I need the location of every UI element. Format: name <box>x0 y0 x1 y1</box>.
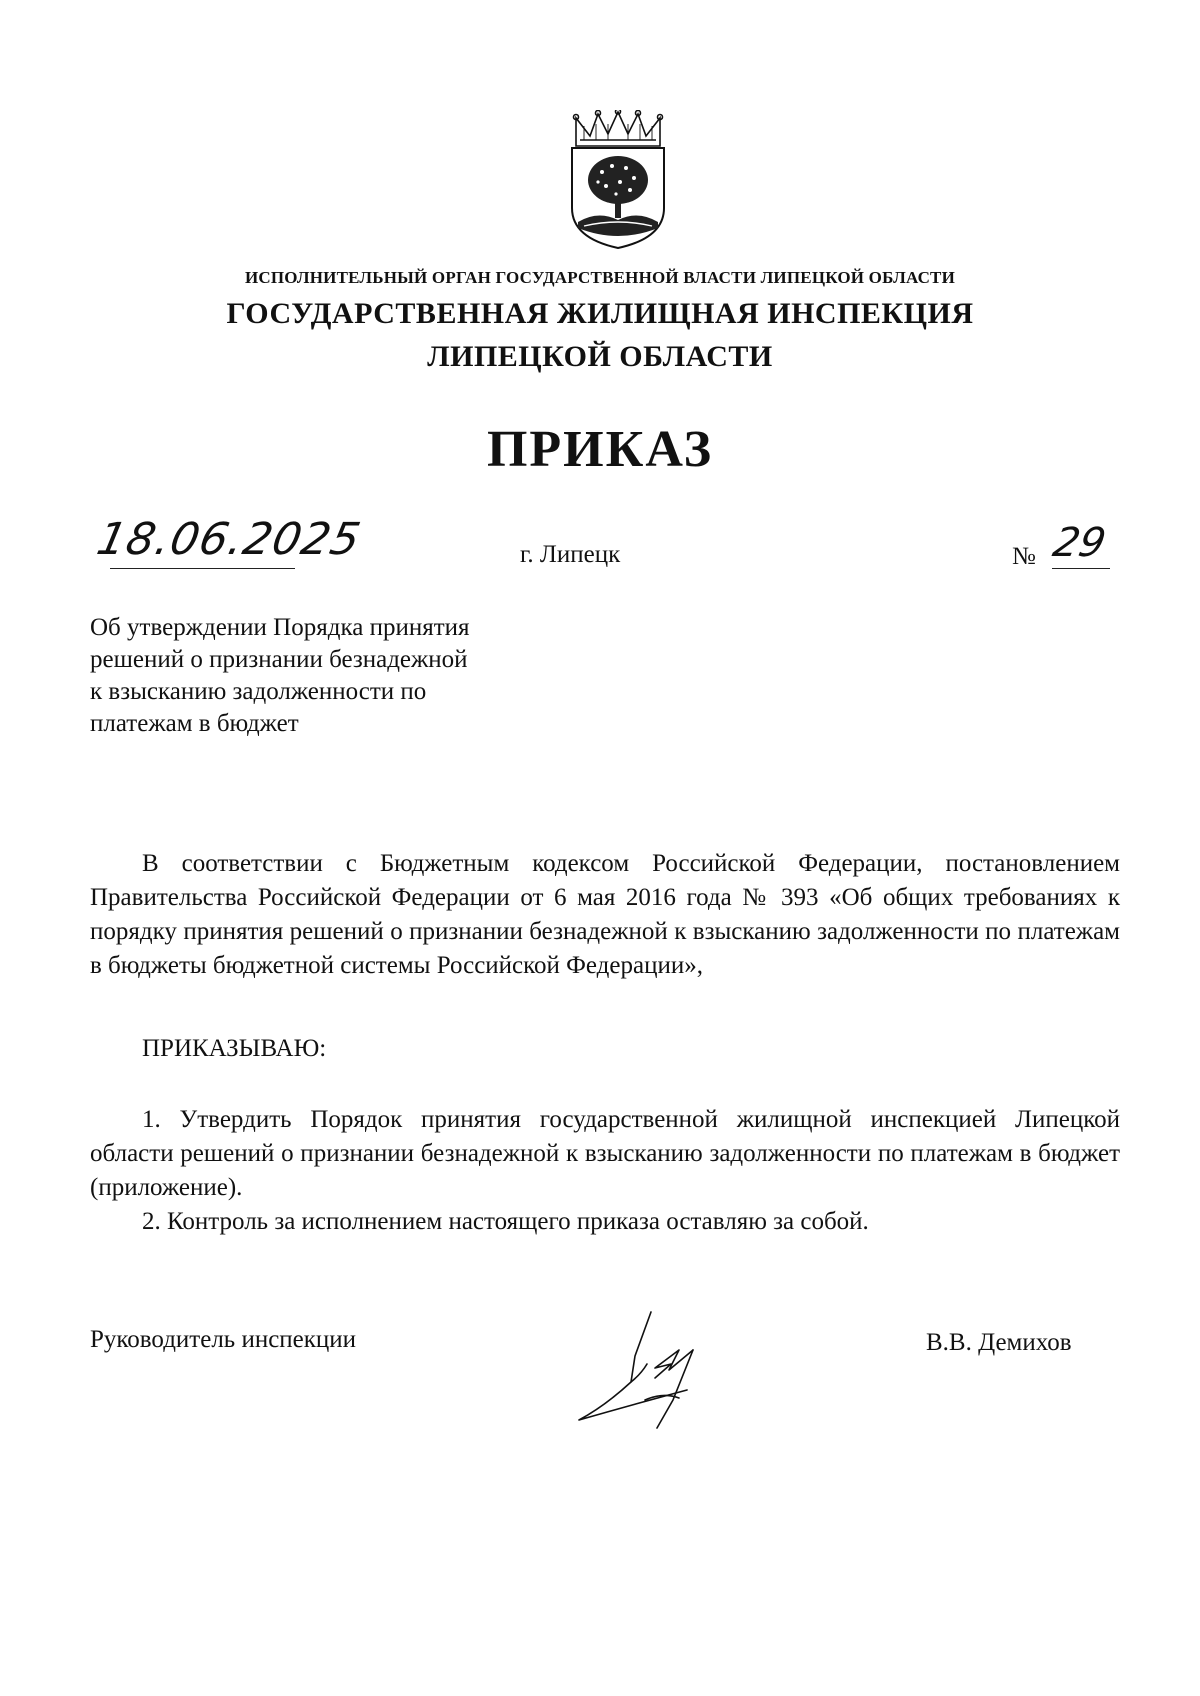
preamble-paragraph: В соответствии с Бюджетным кодексом Российской Федерации, постановлением Правительства Российской Федерации от 6 мая 2016 года № 393 «Об общих требованиях к порядку принятия решений о признании безнадежной к взысканию задолженности по платежам в бюджеты бюджетной системы Российской Федерации», <box>90 850 1120 979</box>
order-item: 1. Утвердить Порядок принятия государственной жилищной инспекцией Липецкой области решений о признании безнадежной к взысканию задолженности по платежам в бюджет (приложение). <box>90 1106 1120 1201</box>
number-underline <box>1052 568 1110 569</box>
date-underline <box>110 568 295 569</box>
order-item: 2. Контроль за исполнением настоящего приказа оставляю за собой. <box>142 1208 869 1235</box>
subject-line: Об утверждении Порядка принятия <box>90 614 470 641</box>
subject-line: решений о признании безнадежной <box>90 646 468 673</box>
handwritten-signature-icon <box>575 1308 765 1438</box>
subject-line: платежам в бюджет <box>90 710 299 737</box>
number-sign: № <box>1012 543 1036 570</box>
city: г. Липецк <box>520 541 621 568</box>
order-word: ПРИКАЗЫВАЮ: <box>142 1035 327 1062</box>
coat-of-arms-icon <box>566 110 670 250</box>
authority-line: ИСПОЛНИТЕЛЬНЫЙ ОРГАН ГОСУДАРСТВЕННОЙ ВЛАСТИ ЛИПЕЦКОЙ ОБЛАСТИ <box>244 268 956 287</box>
signer-name: В.В. Демихов <box>926 1329 1072 1356</box>
organization-name-line1: ГОСУДАРСТВЕННАЯ ЖИЛИЩНАЯ ИНСПЕКЦИЯ <box>226 297 974 330</box>
document-subject <box>90 612 590 740</box>
subject-line: к взысканию задолженности по <box>90 678 427 705</box>
handwritten-number: 29 <box>1049 520 1110 566</box>
document-title: ПРИКАЗ <box>486 421 714 478</box>
signer-position: Руководитель инспекции <box>90 1326 357 1353</box>
handwritten-date: 18.06.2025 <box>92 514 366 565</box>
organization-name-line2: ЛИПЕЦКОЙ ОБЛАСТИ <box>427 340 773 373</box>
